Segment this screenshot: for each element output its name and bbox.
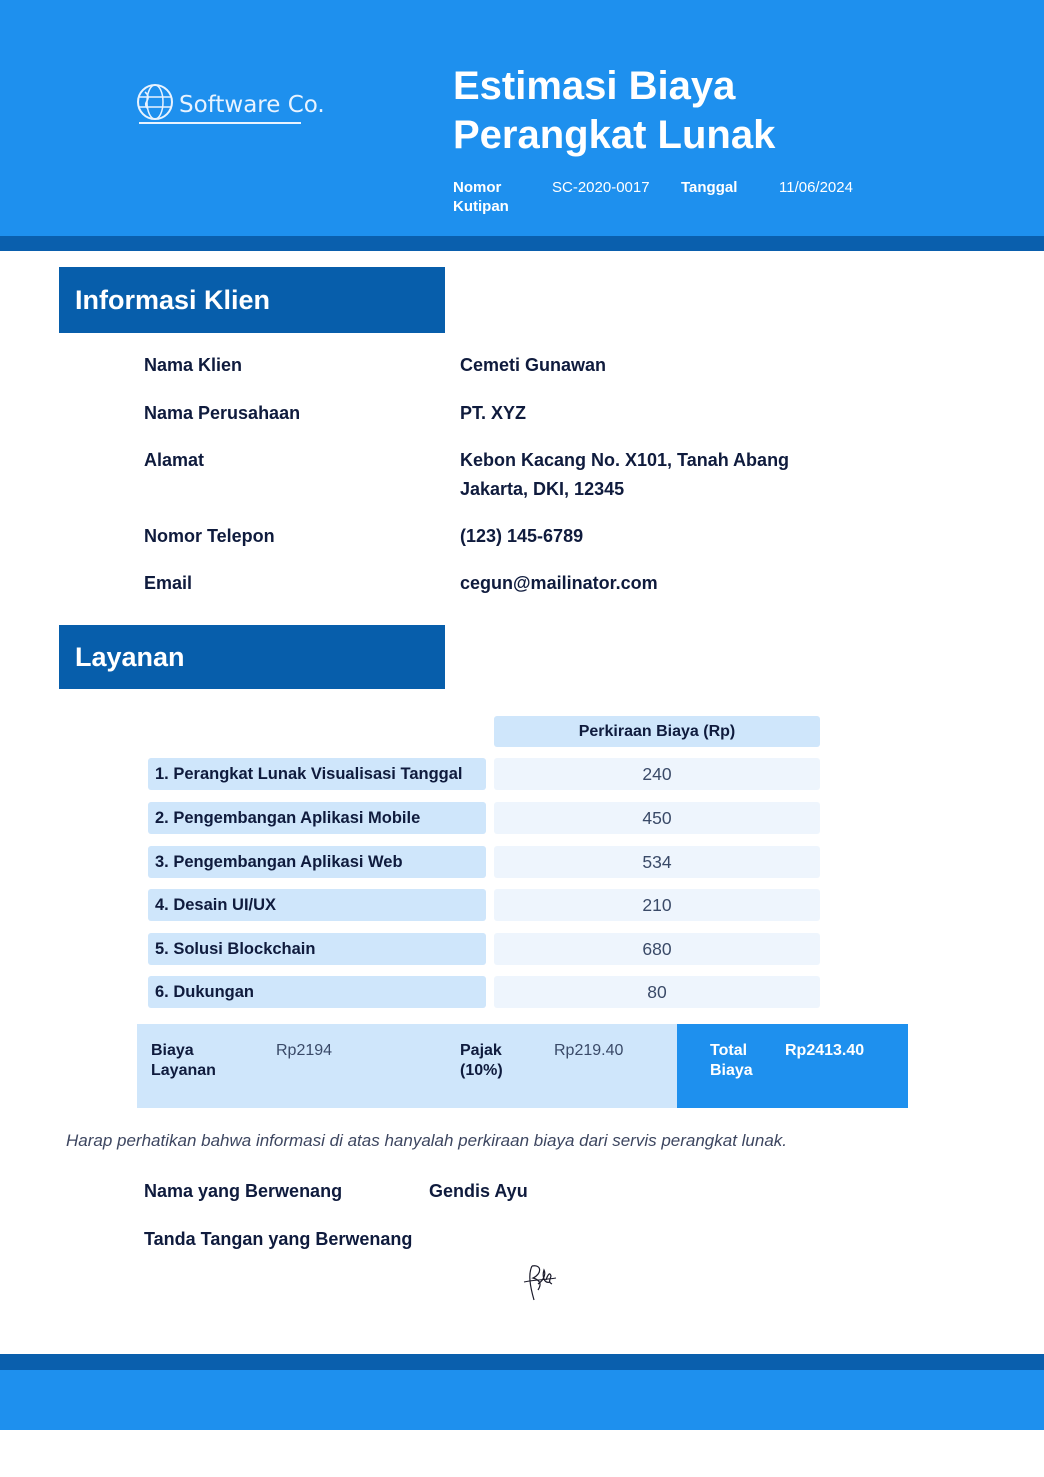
header-stripe [0, 236, 1044, 251]
logo-text: Software Co. [179, 91, 325, 118]
service-cost: 680 [494, 933, 820, 965]
company-name-label: Nama Perusahaan [144, 403, 301, 423]
footer-stripe [0, 1354, 1044, 1370]
total-value: Rp2413.40 [785, 1042, 865, 1059]
tax-label: Pajak (10%) [460, 1042, 503, 1079]
date-value: 11/06/2024 [779, 179, 853, 196]
authorized-name-label: Nama yang Berwenang [144, 1181, 343, 1201]
client-name-value: Cemeti Gunawan [460, 355, 607, 375]
date-label: Tanggal [681, 179, 738, 196]
logo-underline [139, 122, 301, 124]
email-label: Email [144, 573, 193, 593]
service-name: 5. Solusi Blockchain [148, 933, 486, 965]
service-cost: 450 [494, 802, 820, 834]
phone-value: (123) 145-6789 [460, 526, 584, 546]
document-title [453, 62, 1013, 160]
signature-image [520, 1260, 560, 1309]
summary-panel [137, 1024, 677, 1108]
service-name: 3. Pengembangan Aplikasi Web [148, 846, 486, 878]
address-value: Kebon Kacang No. X101, Tanah Abang Jakarta, DKI, 12345 [460, 450, 790, 499]
authorized-signature-label: Tanda Tangan yang Berwenang [144, 1229, 413, 1249]
client-info-heading: Informasi Klien [59, 267, 445, 333]
company-logo [135, 82, 325, 127]
total-label: Total Biaya [710, 1042, 753, 1079]
service-name: 1. Perangkat Lunak Visualisasi Tanggal [148, 758, 486, 790]
service-cost-value: Rp2194 [276, 1042, 333, 1059]
quote-number-label: Nomor Kutipan [453, 179, 509, 215]
service-cost: 240 [494, 758, 820, 790]
authorized-name-value: Gendis Ayu [429, 1181, 528, 1201]
address-label: Alamat [144, 450, 205, 470]
services-heading: Layanan [59, 625, 445, 689]
company-name-value: PT. XYZ [460, 403, 527, 423]
client-name-label: Nama Klien [144, 355, 243, 375]
tax-value: Rp219.40 [554, 1042, 624, 1059]
cost-column-header: Perkiraan Biaya (Rp) [494, 716, 820, 747]
globe-icon [135, 82, 175, 127]
quote-number-value: SC-2020-0017 [552, 179, 650, 196]
service-cost: 80 [494, 976, 820, 1008]
service-cost: 210 [494, 889, 820, 921]
phone-label: Nomor Telepon [144, 526, 275, 546]
service-name: 4. Desain UI/UX [148, 889, 486, 921]
email-value: cegun@mailinator.com [460, 573, 658, 593]
service-cost-label: Biaya Layanan [151, 1042, 216, 1079]
service-name: 6. Dukungan [148, 976, 486, 1008]
service-name: 2. Pengembangan Aplikasi Mobile [148, 802, 486, 834]
title-line-2: Perangkat Lunak [453, 113, 776, 157]
footer-banner [0, 1370, 1044, 1430]
title-line-1: Estimasi Biaya [453, 64, 736, 108]
disclaimer-note: Harap perhatikan bahwa informasi di atas hanyalah perkiraan biaya dari servis perangkat lunak. [66, 1131, 788, 1150]
service-cost: 534 [494, 846, 820, 878]
